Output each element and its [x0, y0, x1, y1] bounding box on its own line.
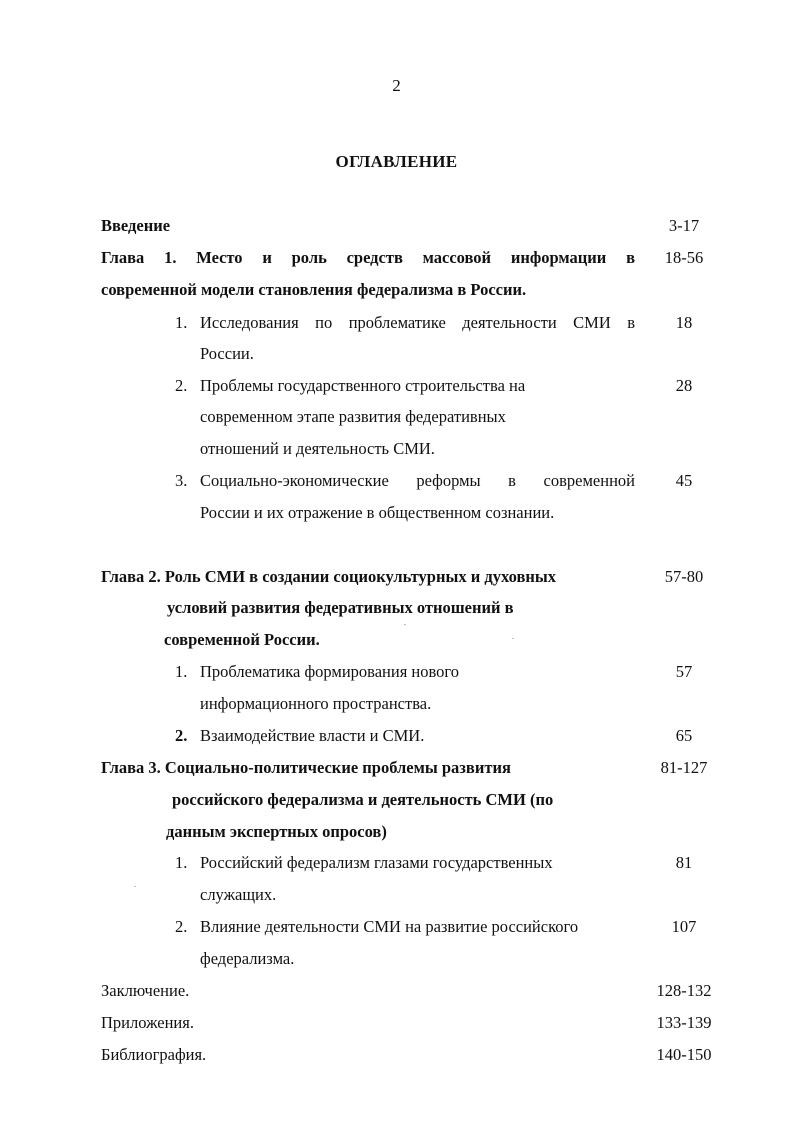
toc-chapter2-title-line3: современной России. — [164, 630, 320, 649]
toc-section-page: 65 — [675, 726, 693, 745]
toc-chapter1-pages: 18-56 — [664, 248, 704, 267]
toc-appendix-pages: 133-139 — [656, 1013, 712, 1032]
toc-chapter1-title-line1: Глава 1. Место и роль средств массовой информации в — [101, 248, 635, 267]
toc-section-page: 45 — [675, 471, 693, 490]
toc-section-page: 28 — [675, 376, 693, 395]
toc-section-title-line1: Социально-экономические реформы в современной — [200, 471, 635, 490]
page-title: ОГЛАВЛЕНИЕ — [335, 152, 458, 171]
toc-bibliography-title: Библиография. — [101, 1045, 207, 1064]
toc-chapter3-pages: 81-127 — [660, 758, 708, 777]
toc-chapter2-pages: 57-80 — [664, 567, 704, 586]
toc-section-title-line2: служащих. — [200, 885, 277, 904]
toc-chapter3-title-line2: российского федерализма и деятельность СМИ (по — [172, 790, 554, 809]
toc-appendix-title: Приложения. — [101, 1013, 194, 1032]
toc-section-title-line2: информационного пространства. — [200, 694, 432, 713]
toc-section-title-line3: отношений и деятельность СМИ. — [200, 439, 435, 458]
toc-section-page: 57 — [675, 662, 693, 681]
toc-section-number: 2. — [175, 726, 188, 745]
toc-section-number: 3. — [175, 471, 188, 490]
toc-intro-title: Введение — [101, 216, 171, 235]
toc-bibliography-pages: 140-150 — [656, 1045, 712, 1064]
toc-chapter1-title-line2: современной модели становления федерализма в России. — [101, 280, 527, 299]
toc-section-title-line2: современном этапе развития федеративных — [200, 407, 506, 426]
page-number: 2 — [392, 76, 401, 95]
toc-section-title-line2: России. — [200, 344, 254, 363]
toc-section-title-line1: Взаимодействие власти и СМИ. — [200, 726, 425, 745]
toc-conclusion-pages: 128-132 — [656, 981, 712, 1000]
toc-chapter3-title-line1: Глава 3. Социально-политические проблемы развития — [101, 758, 511, 777]
scan-speck — [134, 886, 136, 887]
toc-conclusion-title: Заключение. — [101, 981, 190, 1000]
scan-speck — [404, 624, 406, 625]
toc-section-page: 107 — [671, 917, 697, 936]
toc-section-title-line1: Проблемы государственного строительства на — [200, 376, 526, 395]
toc-section-page: 81 — [675, 853, 693, 872]
toc-section-title-line1: Влияние деятельности СМИ на развитие российского — [200, 917, 579, 936]
toc-section-number: 2. — [175, 376, 188, 395]
toc-section-page: 18 — [675, 313, 693, 332]
toc-section-title-line1: Проблематика формирования нового — [200, 662, 460, 681]
toc-section-title-line1: Исследования по проблематике деятельности СМИ в — [200, 313, 635, 332]
toc-section-number: 1. — [175, 853, 188, 872]
scan-speck — [512, 638, 514, 639]
toc-section-number: 1. — [175, 662, 188, 681]
toc-section-title-line2: России и их отражение в общественном сознании. — [200, 503, 555, 522]
toc-section-title-line1: Российский федерализм глазами государственных — [200, 853, 553, 872]
toc-intro-pages: 3-17 — [668, 216, 700, 235]
toc-chapter3-title-line3: данным экспертных опросов) — [166, 822, 387, 841]
toc-section-number: 1. — [175, 313, 188, 332]
toc-chapter2-title-line1: Глава 2. Роль СМИ в создании социокультурных и духовных — [101, 567, 556, 586]
toc-chapter2-title-line2: условий развития федеративных отношений в — [167, 598, 514, 617]
toc-section-title-line2: федерализма. — [200, 949, 295, 968]
toc-section-number: 2. — [175, 917, 188, 936]
